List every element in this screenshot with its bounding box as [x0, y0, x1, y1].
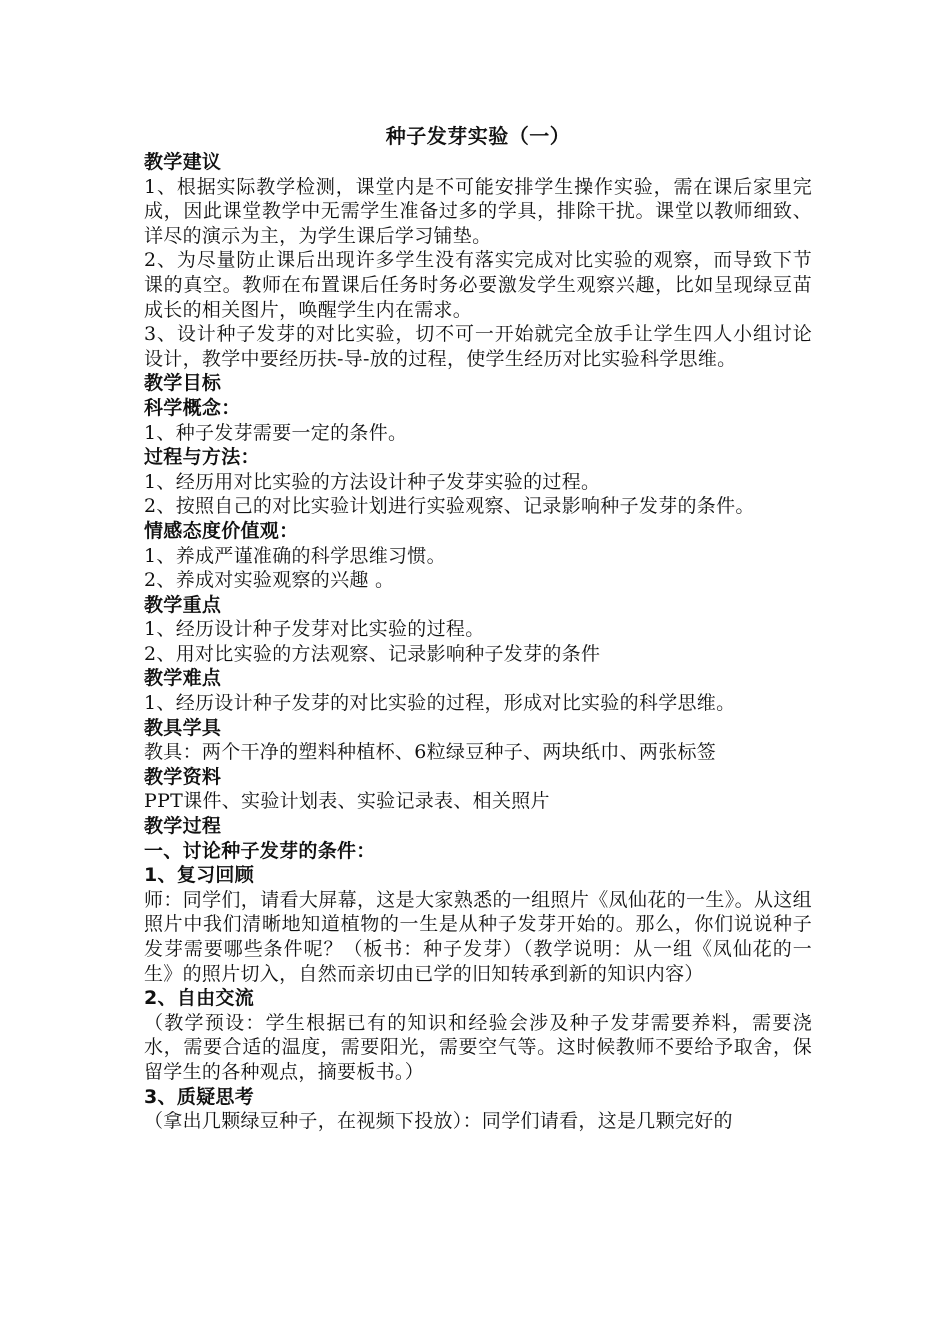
document-title: 种子发芽实验（一） — [385, 124, 571, 148]
paragraph: （教学预设：学生根据已有的知识和经验会涉及种子发芽需要养料，需要浇水，需要合适的温度，需要阳光，需要空气等。这时候教师不要给予取舍，保留学生的各种观点，摘要板书。） — [144, 1011, 812, 1083]
section-heading: 教学难点 — [144, 667, 222, 690]
paragraph: 教具：两个干净的塑料种植杯、6粒绿豆种子、两块纸巾、两张标签 — [144, 741, 717, 764]
section-heading: 1、复习回顾 — [144, 864, 255, 887]
section-heading: 过程与方法： — [144, 446, 260, 469]
paragraph: 1、经历用对比实验的方法设计种子发芽实验的过程。 — [144, 470, 601, 493]
paragraph: 1、根据实际教学检测，课堂内是不可能安排学生操作实验，需在课后家里完成，因此课堂教学中无需学生准备过多的学具，排除干扰。课堂以教师细致、详尽的演示为主，为学生课后学习铺垫。 — [144, 175, 812, 247]
section-heading: 教学重点 — [144, 593, 222, 616]
section-heading: 教学目标 — [144, 372, 222, 395]
section-heading: 一、讨论种子发芽的条件： — [144, 839, 376, 862]
paragraph: （拿出几颗绿豆种子，在视频下投放）：同学们请看，这是几颗完好的 — [144, 1110, 733, 1133]
paragraph: PPT课件、实验计划表、实验记录表、相关照片 — [144, 790, 550, 813]
section-heading: 教具学具 — [144, 716, 222, 739]
paragraph: 2、用对比实验的方法观察、记录影响种子发芽的条件 — [144, 642, 601, 665]
section-heading: 2、自由交流 — [144, 987, 255, 1010]
section-heading: 科学概念： — [144, 396, 241, 419]
paragraph: 3、设计种子发芽的对比实验，切不可一开始就完全放手让学生四人小组讨论设计，教学中要经历扶-导-放的过程，使学生经历对比实验科学思维。 — [144, 323, 812, 370]
section-heading: 教学资料 — [144, 765, 222, 788]
section-heading: 教学过程 — [144, 815, 222, 838]
paragraph: 2、按照自己的对比实验计划进行实验观察、记录影响种子发芽的条件。 — [144, 495, 755, 518]
section-heading: 情感态度价值观： — [144, 519, 299, 542]
paragraph: 2、为尽量防止课后出现许多学生没有落实完成对比实验的观察，而导致下节课的真空。教师在布置课后任务时务必要激发学生观察兴趣，比如呈现绿豆苗成长的相关图片，唤醒学生内在需求。 — [144, 249, 812, 321]
paragraph: 师：同学们，请看大屏幕，这是大家熟悉的一组照片《凤仙花的一生》。从这组照片中我们清晰地知道植物的一生是从种子发芽开始的。那么，你们说说种子发芽需要哪些条件呢？（板书：种子发芽）（教学说明：从一组《凤仙花的一生》的照片切入，自然而亲切由已学的旧知转承到新的知识内容） — [144, 888, 812, 985]
paragraph: 1、经历设计种子发芽对比实验的过程。 — [144, 618, 485, 641]
section-heading: 教学建议 — [144, 151, 222, 173]
paragraph: 1、养成严谨准确的科学思维习惯。 — [144, 544, 446, 567]
section-heading: 3、质疑思考 — [144, 1085, 255, 1108]
paragraph: 1、经历设计种子发芽的对比实验的过程，形成对比实验的科学思维。 — [144, 692, 736, 715]
document-page — [144, 122, 812, 1134]
document-body — [144, 150, 812, 1134]
paragraph: 2、养成对实验观察的兴趣 。 — [144, 569, 395, 592]
paragraph: 1、种子发芽需要一定的条件。 — [144, 421, 408, 444]
